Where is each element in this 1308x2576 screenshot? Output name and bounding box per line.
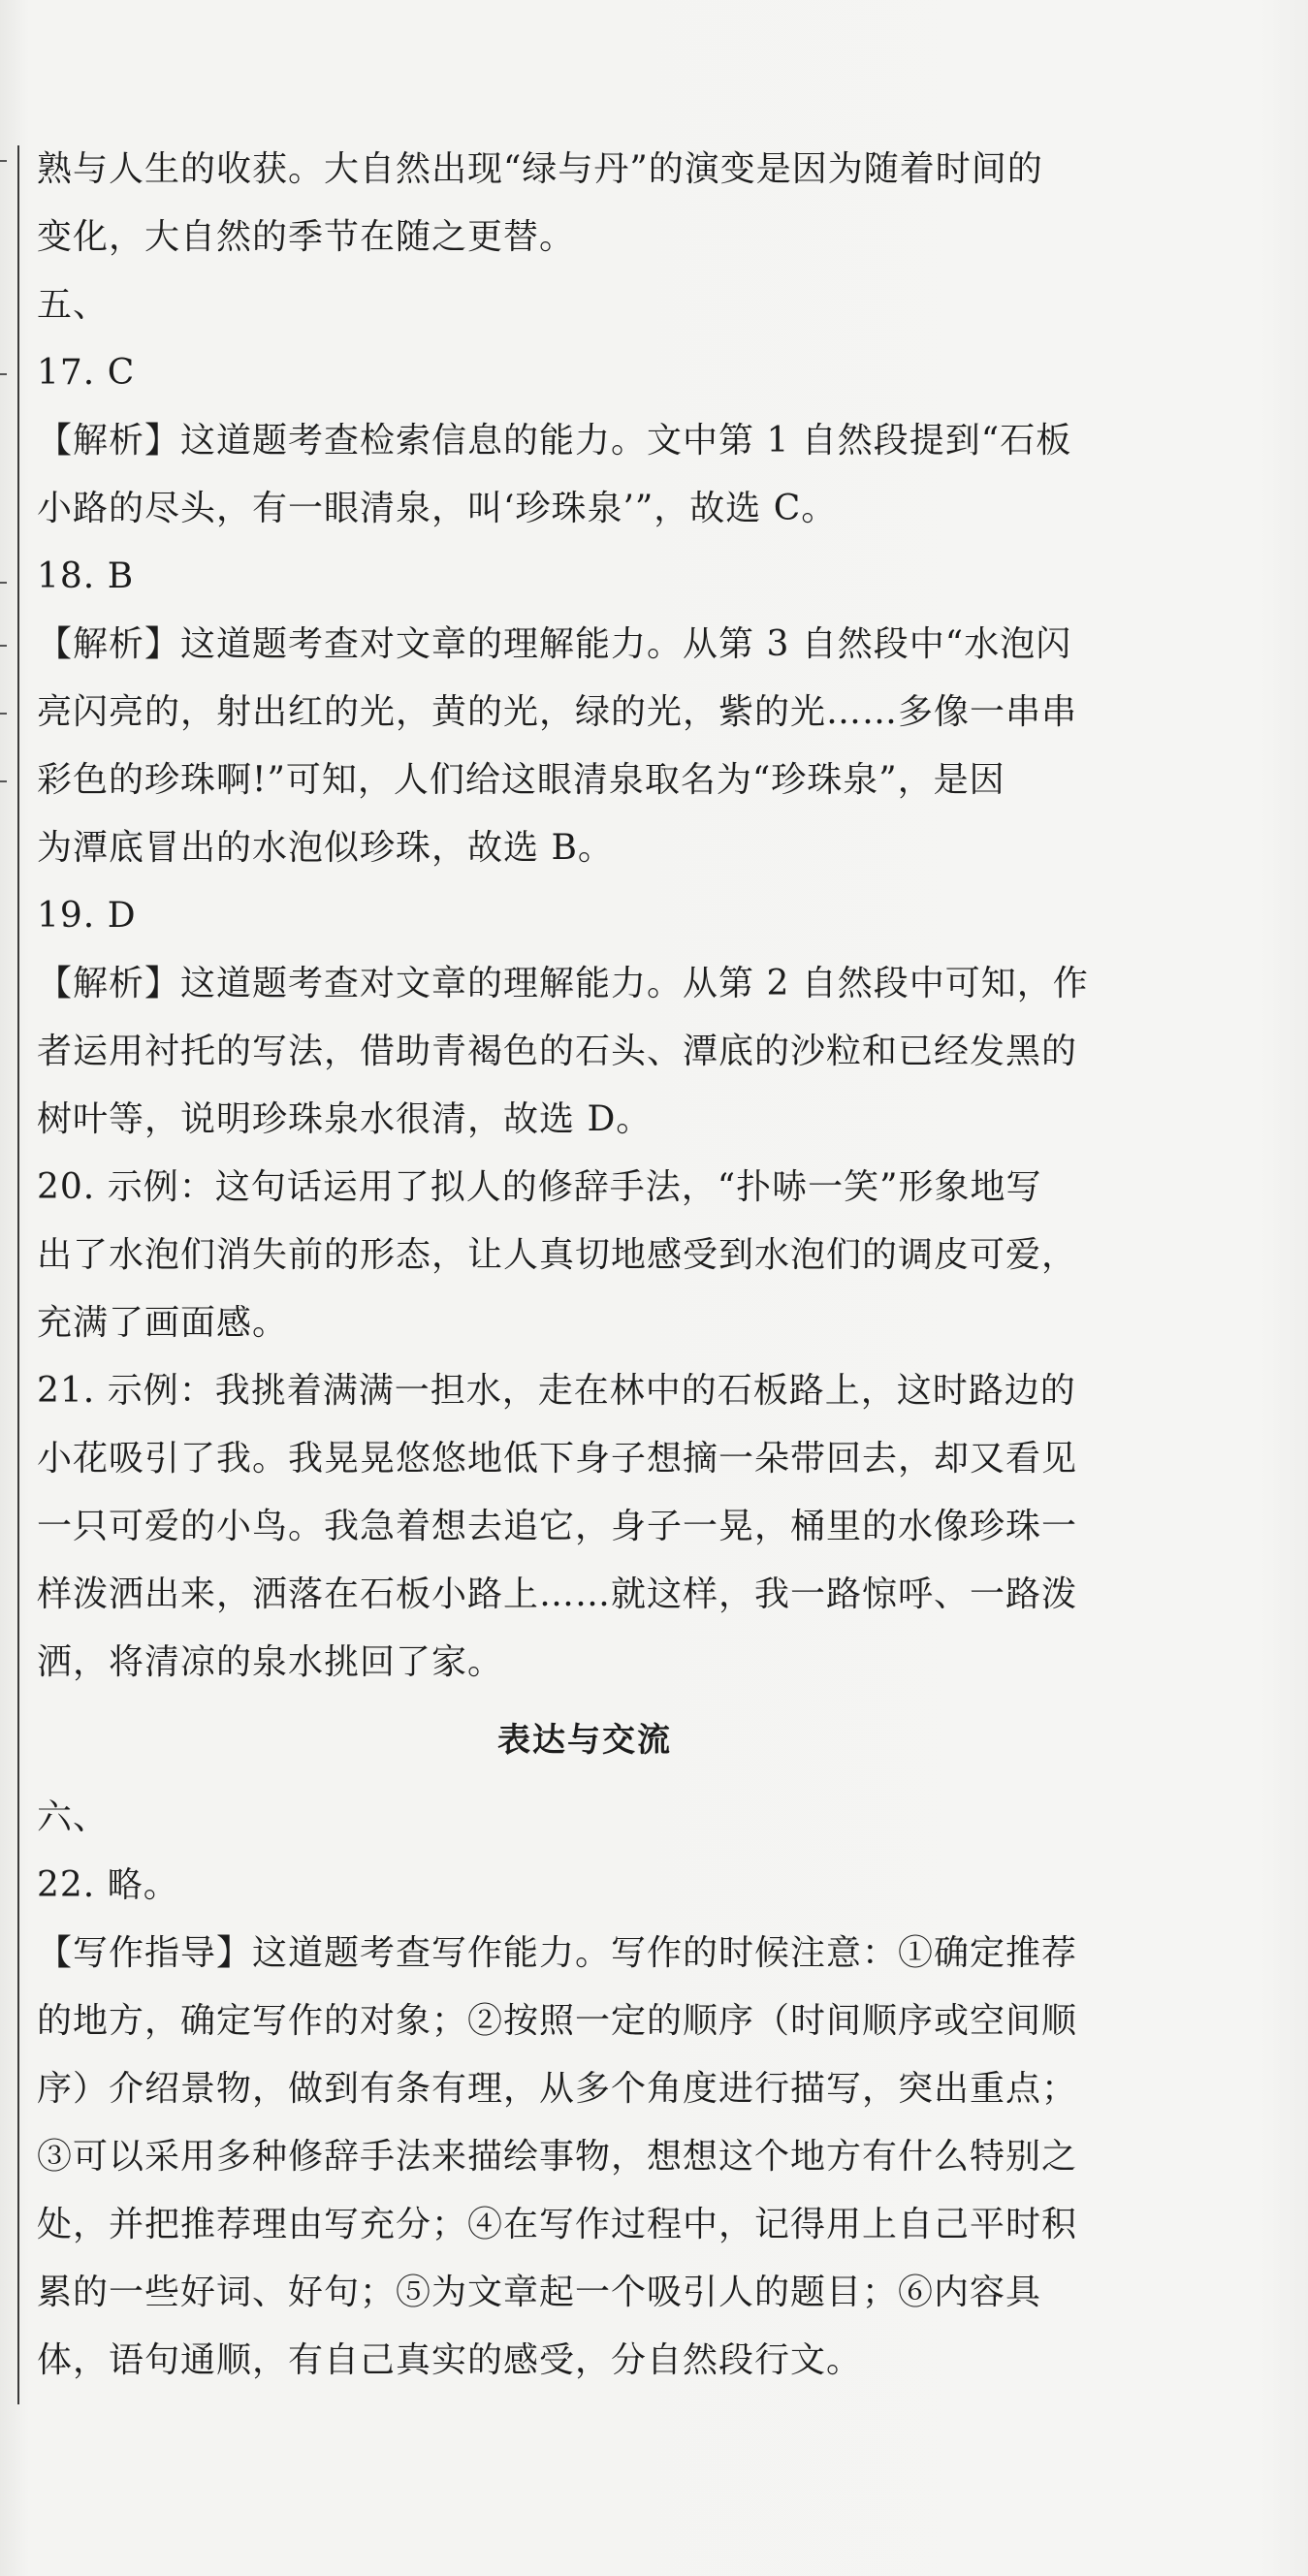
analysis-line: 者运用衬托的写法，借助青褐色的石头、潭底的沙粒和已经发黑的 bbox=[37, 1032, 1078, 1071]
analysis-line: 【解析】这道题考查检索信息的能力。文中第 1 自然段提到“石板 bbox=[37, 421, 1072, 461]
answer-text-body bbox=[37, 136, 1133, 2395]
writing-guide-line: 的地方，确定写作的对象；②按照一定的顺序（时间顺序或空间顺 bbox=[37, 2001, 1078, 2041]
question-answer: 17. C bbox=[37, 353, 136, 393]
text-line: 变化，大自然的季节在随之更替。 bbox=[37, 217, 576, 257]
text-line: 熟与人生的收获。大自然出现“绿与丹”的演变是因为随着时间的 bbox=[37, 149, 1043, 189]
margin-tick bbox=[0, 373, 7, 375]
margin-tick bbox=[0, 713, 7, 715]
section-heading: 表达与交流 bbox=[497, 1721, 672, 1760]
question-answer: 18. B bbox=[37, 557, 135, 596]
analysis-line: 【解析】这道题考查对文章的理解能力。从第 2 自然段中可知，作 bbox=[37, 964, 1089, 1003]
writing-guide-line: 累的一些好词、好句；⑤为文章起一个吸引人的题目；⑥内容具 bbox=[37, 2273, 1042, 2312]
section-number: 六、 bbox=[37, 1797, 110, 1837]
question-answer: 19. D bbox=[37, 896, 137, 936]
binding-margin-rule bbox=[17, 145, 19, 2404]
example-answer-line: 21. 示例：我挑着满满一担水，走在林中的石板路上，这时路边的 bbox=[37, 1371, 1076, 1411]
writing-guide-line: 序）介绍景物，做到有条有理，从多个角度进行描写，突出重点； bbox=[37, 2069, 1078, 2109]
analysis-line: 小路的尽头，有一眼清泉，叫‘珍珠泉’”，故选 C。 bbox=[37, 489, 838, 528]
margin-tick bbox=[0, 645, 7, 647]
example-answer-line: 小花吸引了我。我晃晃悠悠地低下身子想摘一朵带回去，却又看见 bbox=[37, 1439, 1078, 1479]
analysis-line: 为潭底冒出的水泡似珍珠，故选 B。 bbox=[37, 828, 614, 868]
question-answer: 22. 略。 bbox=[37, 1865, 179, 1905]
example-answer-line: 样泼洒出来，洒落在石板小路上……就这样，我一路惊呼、一路泼 bbox=[37, 1574, 1078, 1614]
margin-tick bbox=[0, 582, 7, 584]
margin-tick bbox=[0, 780, 7, 782]
analysis-line: 亮闪亮的，射出红的光，黄的光，绿的光，紫的光……多像一串串 bbox=[37, 692, 1078, 732]
analysis-line: 【解析】这道题考查对文章的理解能力。从第 3 自然段中“水泡闪 bbox=[37, 624, 1072, 664]
writing-guide-line: 处，并把推荐理由写充分；④在写作过程中，记得用上自己平时积 bbox=[37, 2205, 1078, 2244]
writing-guide-line: ③可以采用多种修辞手法来描绘事物，想想这个地方有什么特别之 bbox=[37, 2137, 1078, 2177]
writing-guide-line: 体，语句通顺，有自己真实的感受，分自然段行文。 bbox=[37, 2340, 863, 2380]
example-answer-line: 洒，将清凉的泉水挑回了家。 bbox=[37, 1642, 504, 1682]
analysis-line: 树叶等，说明珍珠泉水很清，故选 D。 bbox=[37, 1099, 653, 1139]
example-answer-line: 一只可爱的小鸟。我急着想去追它，身子一晃，桶里的水像珍珠一 bbox=[37, 1507, 1078, 1546]
section-number: 五、 bbox=[37, 285, 110, 325]
margin-tick bbox=[0, 160, 7, 162]
writing-guide-line: 【写作指导】这道题考查写作能力。写作的时候注意：①确定推荐 bbox=[37, 1933, 1078, 1973]
example-answer-line: 充满了画面感。 bbox=[37, 1303, 289, 1343]
example-answer-line: 20. 示例：这句话运用了拟人的修辞手法，“扑哧一笑”形象地写 bbox=[37, 1167, 1042, 1207]
example-answer-line: 出了水泡们消失前的形态，让人真切地感受到水泡们的调皮可爱， bbox=[37, 1235, 1078, 1275]
analysis-line: 彩色的珍珠啊!”可知，人们给这眼清泉取名为“珍珠泉”，是因 bbox=[37, 760, 1005, 800]
